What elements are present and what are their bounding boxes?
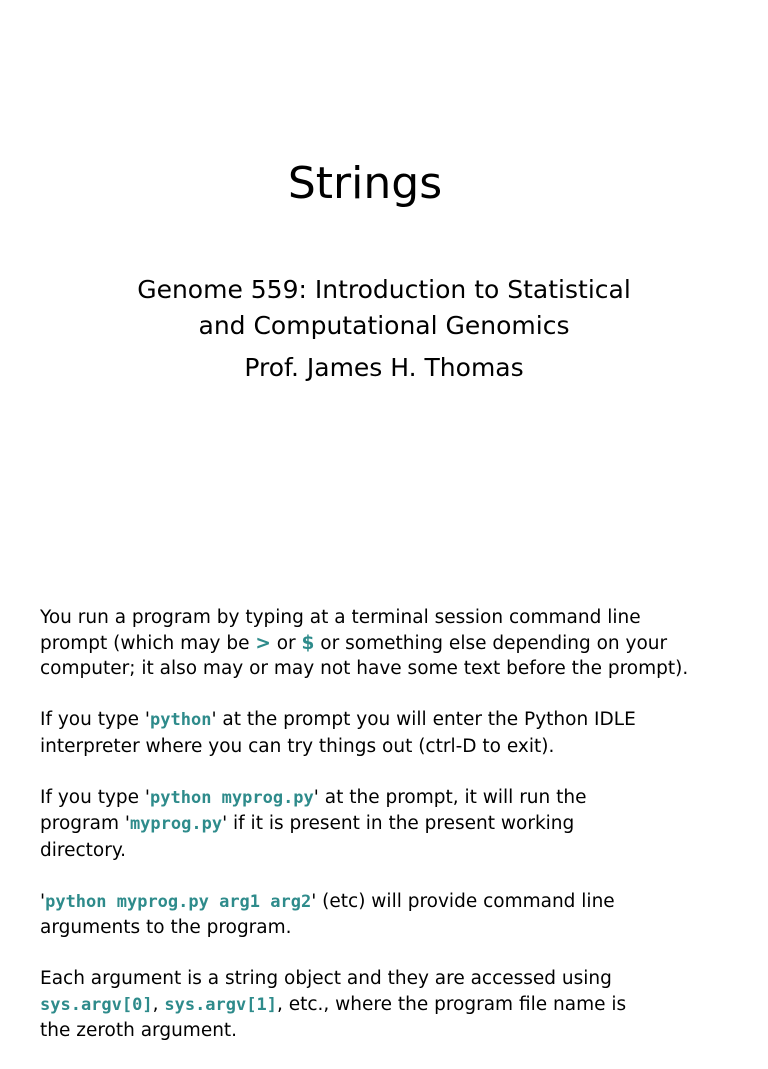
text-line	[40, 811, 755, 838]
subtitle-line-1: Genome 559: Introduction to Statistical	[137, 275, 631, 304]
text-span: If you type '	[40, 786, 151, 808]
paragraph-sys-argv	[40, 966, 755, 1044]
text-span: , etc., where the program file name is	[276, 993, 627, 1015]
text-span: or	[270, 632, 302, 654]
body-text	[40, 605, 755, 1069]
text-line	[40, 631, 755, 657]
text-span: If you type '	[40, 709, 151, 730]
code-sys-argv-1: sys.argv[1]	[164, 994, 277, 1015]
code-python-myprog: python myprog.py	[150, 787, 314, 808]
text-span: or something else depending on your	[314, 632, 668, 654]
text-span: program '	[40, 813, 130, 834]
text-span: prompt (which may be	[40, 632, 256, 654]
text-span: ' at the prompt you will enter the Python IDLE	[211, 709, 636, 730]
text-span: ' if it is present in the present working	[222, 813, 575, 834]
text-span: ' at the prompt, it will run the	[313, 786, 587, 808]
text-line: interpreter where you can try things out (ctrl-D to exit).	[40, 735, 555, 757]
author-name: Prof. James H. Thomas	[244, 353, 524, 382]
text-span: ' (etc) will provide command line	[311, 890, 615, 912]
text-span: ,	[152, 993, 165, 1015]
text-line: You run a program by typing at a terminal session command line	[40, 607, 641, 628]
slide-title: Strings	[287, 158, 443, 209]
text-line: Each argument is a string object and they are accessed using	[40, 968, 612, 989]
text-line: the zeroth argument.	[40, 1020, 238, 1041]
course-subtitle	[0, 272, 768, 344]
code-python-args: python myprog.py arg1 arg2	[45, 891, 312, 912]
text-span: '	[40, 890, 46, 912]
text-line: computer; it also may or may not have some text before the prompt).	[40, 658, 689, 679]
text-line: arguments to the program.	[40, 917, 292, 938]
prompt-symbol-dollar: $	[301, 632, 315, 654]
text-line	[40, 707, 755, 734]
text-line	[40, 889, 755, 916]
subtitle-line-2: and Computational Genomics	[198, 311, 570, 340]
code-python: python	[150, 710, 212, 730]
paragraph-idle	[40, 707, 755, 759]
code-myprog: myprog.py	[129, 814, 223, 834]
text-line: directory.	[40, 839, 127, 861]
prompt-symbol-gt: >	[255, 632, 271, 654]
text-line	[40, 992, 755, 1019]
paragraph-run-program	[40, 785, 755, 864]
paragraph-arguments	[40, 889, 755, 941]
paragraph-prompt	[40, 605, 755, 682]
text-line	[40, 785, 755, 812]
code-sys-argv-0: sys.argv[0]	[40, 994, 153, 1015]
